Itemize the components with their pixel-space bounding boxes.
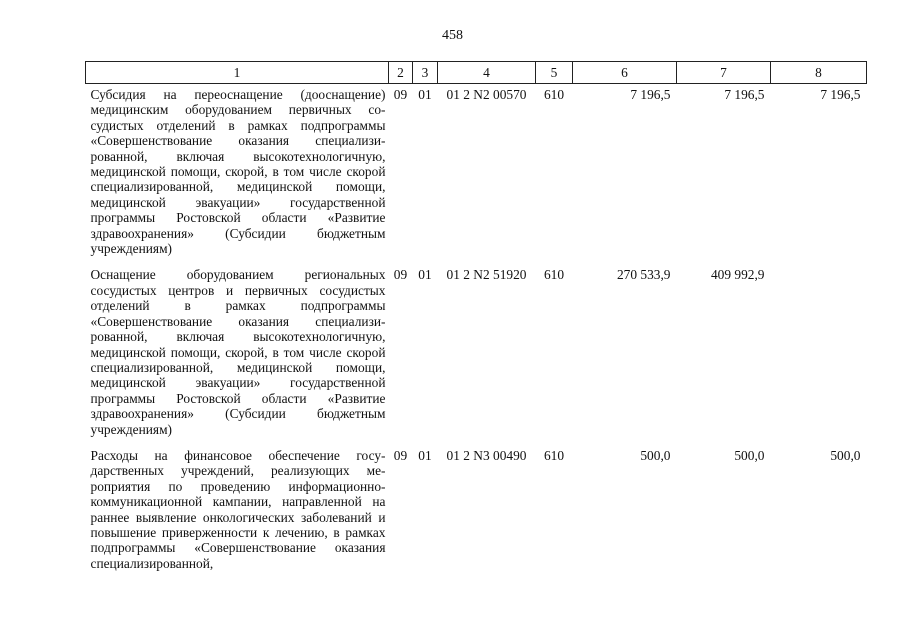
amount-col-7: 500,0 xyxy=(734,447,765,463)
amount-col-7: 7 196,5 xyxy=(724,87,765,102)
column-header-1: 1 xyxy=(86,62,389,84)
subsection-code: 01 xyxy=(418,447,432,463)
table-row xyxy=(86,264,867,444)
row-description: Расходы на финансовое обеспечение государственных учреждений, реализующих мероприятия по проведению информационно-коммуникационной кампании, направленной на раннее выявление онкологических заболеваний и повышение приверженности к лечению, в рамках подпрограммы «Совершенствование оказания специализированной, xyxy=(90,447,386,571)
target-article-code: 01 2 N2 51920 xyxy=(446,267,527,283)
table-row xyxy=(86,445,867,579)
column-header-2: 2 xyxy=(389,62,413,84)
amount-col-8: 7 196,5 xyxy=(820,87,861,102)
subsection-code: 01 xyxy=(418,87,432,102)
amount-col-8 xyxy=(771,264,867,444)
row-description: Оснащение оборудованием региональных сосудистых центров и первичных сосудистых отделений в рамках подпрограммы «Совершенствование оказания специализированной, включая высокотехнологичную, медицинской помощи, скорой, в том числе скорой специализированной, медицинской помощи, медицинской эвакуации» государственной программы Ростовской области «Развитие здравоохранения» (Субсидии бюджетным учреждениям) xyxy=(90,267,386,437)
target-article-code: 01 2 N3 00490 xyxy=(446,447,527,463)
page-number: 458 xyxy=(442,28,463,43)
target-article-code: 01 2 N2 00570 xyxy=(446,87,527,102)
expense-type-code: 610 xyxy=(543,447,565,463)
column-header-3: 3 xyxy=(413,62,438,84)
budget-table xyxy=(85,61,867,579)
column-header-4: 4 xyxy=(438,62,536,84)
amount-col-6: 7 196,5 xyxy=(630,87,671,102)
amount-col-7: 409 992,9 xyxy=(710,267,765,283)
section-code: 09 xyxy=(393,447,408,463)
column-header-6: 6 xyxy=(573,62,677,84)
amount-col-6: 500,0 xyxy=(640,447,671,463)
header-row xyxy=(86,62,867,84)
column-header-8: 8 xyxy=(771,62,867,84)
column-header-5: 5 xyxy=(536,62,573,84)
column-header-7: 7 xyxy=(677,62,771,84)
row-description: Субсидия на переоснащение (дооснащение) медицинским оборудованием первичных сосудистых отделений в рамках подпрограммы «Совершенствование оказания специализированной, включая высокотехнологичную, медицинской помощи, скорой, в том числе скорой специализированной, медицинской помощи, медицинской эвакуации» государственной программы Ростовской области «Развитие здравоохранения» (Субсидии бюджетным учреждениям) xyxy=(90,87,386,257)
expense-type-code: 610 xyxy=(543,267,565,283)
section-code: 09 xyxy=(393,87,408,102)
table-row xyxy=(86,84,867,265)
amount-col-6: 270 533,9 xyxy=(616,267,671,283)
expense-type-code: 610 xyxy=(543,87,565,102)
amount-col-8: 500,0 xyxy=(830,447,861,463)
section-code: 09 xyxy=(393,267,408,283)
subsection-code: 01 xyxy=(418,267,432,283)
